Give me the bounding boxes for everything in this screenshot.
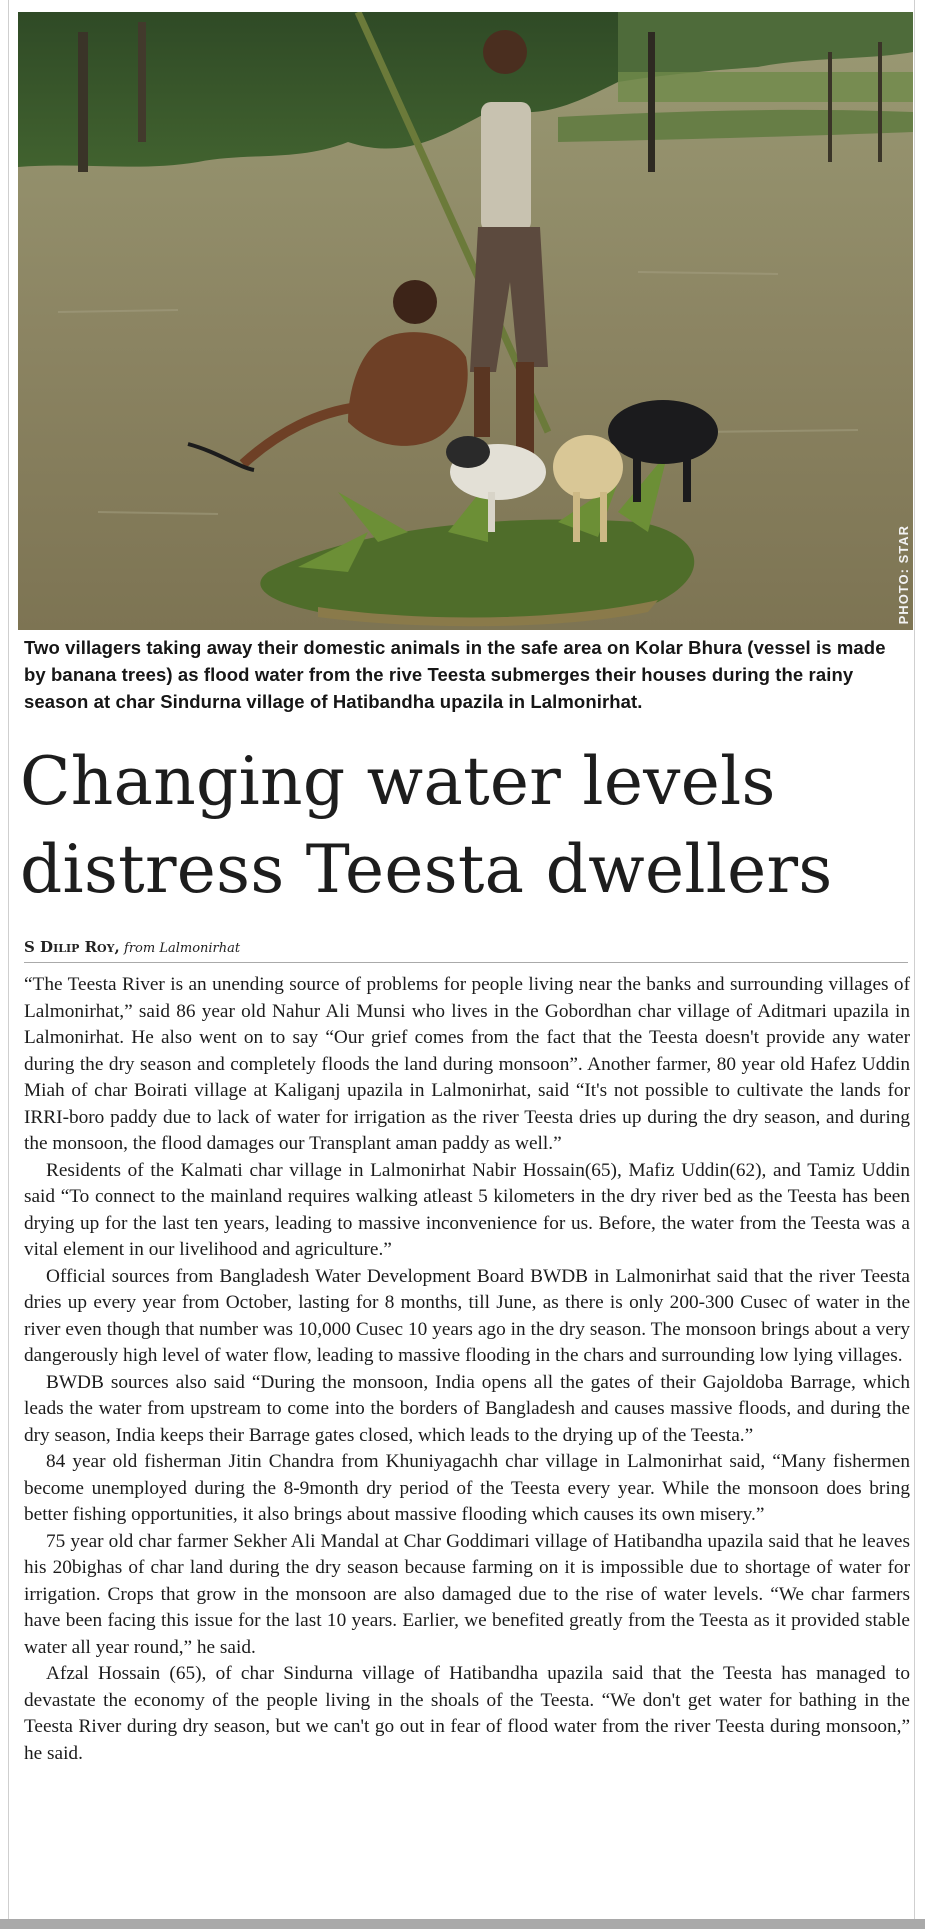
article-paragraph: Official sources from Bangladesh Water Development Board BWDB in Lalmonirhat said that the river Teesta dries up every year from October, lasting for 8 months, till June, as there is only 200-300 Cusec of water in the river even though that number was 10,000 Cusec 10 years ago in the dry season. The monsoon brings about a very dangerously high level of water flow, leading to massive flooding in the chars and surrounding low lying villages. <box>24 1265 910 1366</box>
byline <box>24 938 240 956</box>
headline <box>20 738 910 914</box>
photo-caption: Two villagers taking away their domestic animals in the safe area on Kolar Bhura (vessel is made by banana trees) as flood water from the rive Teesta submerges their houses during the rainy season at char Sindurna village of Hatibandha upazila in Lalmonirhat. <box>24 637 886 712</box>
article-paragraph: Afzal Hossain (65), of char Sindurna village of Hatibandha upazila said that the Teesta has managed to devastate the economy of the people living in the shoals of the Teesta. “We don't get water for bathing in the Teesta River during dry season, but we can't go out in fear of flood water from the river Teesta during monsoon,” he said. <box>24 1663 910 1764</box>
headline-line-2: distress Teesta dwellers <box>20 831 833 908</box>
article-paragraph: 75 year old char farmer Sekher Ali Mandal at Char Goddimari village of Hatibandha upazila said that he leaves his 20bighas of char land during the dry season because farming on it is impossible due to shortage of water for irrigation. Crops that grow in the monsoon are also damaged due to the rise of water levels. “We char farmers have been facing this issue for the last 10 years. Earlier, we benefited greatly from the Teesta as it provided stable water all year round,” he said. <box>24 1530 910 1658</box>
article-paragraph: 84 year old fisherman Jitin Chandra from Khuniyagachh char village in Lalmonirhat said, “Many fishermen become unemployed during the 8-9month dry period of the Teesta every year. While the monsoon does bring better fishing opportunities, it also brings about massive flooding which causes its own misery.” <box>24 1451 910 1525</box>
article-paragraph: BWDB sources also said “During the monsoon, India opens all the gates of their Gajoldoba Barrage, which leads the water from upstream to come into the borders of Bangladesh and causes massive floods, and during the dry season, India keeps their Barrage gates closed, which leads to the drying up of the Teesta.” <box>24 1371 910 1446</box>
article-paragraph: Residents of the Kalmati char village in Lalmonirhat Nabir Hossain(65), Mafiz Uddin(62), and Tamiz Uddin said “To connect to the mainland requires walking atleast 5 kilometers in the dry river bed as the Teesta has been drying up for the last ten years, leading to massive inconvenience for us. Before, the water from the Teesta was a vital element in our livelihood and agriculture.” <box>24 1159 910 1260</box>
headline-line-1: Changing water levels <box>20 743 776 820</box>
byline-author: S Dilip Roy, <box>24 938 120 956</box>
byline-divider <box>24 962 908 963</box>
bottom-border <box>0 1919 925 1929</box>
news-photo <box>18 12 913 630</box>
article-body <box>24 972 910 1767</box>
photo-credit: PHOTO: STAR <box>896 524 911 624</box>
byline-location: from Lalmonirhat <box>124 941 241 956</box>
article-paragraph: “The Teesta River is an unending source of problems for people living near the banks and surrounding villages of Lalmonirhat,” said 86 year old Nahur Ali Munsi who lives in the Gobordhan char village of Aditmari upazila in Lalmonirhat. He also went on to say “Our grief comes from the fact that the Teesta doesn't provide any water during the dry season and completely floods the land during monsoon”. Another farmer, 80 year old Hafez Uddin Miah of char Boirati village at Kaliganj upazila in Lalmonirhat, said “It's not possible to cultivate the lands for IRRI-boro paddy due to lack of water for irrigation as the river Teesta dries up during the dry season, and during the monsoon, the flood damages our Transplant aman paddy as well.” <box>24 974 910 1154</box>
flood-scene-illustration <box>18 12 913 630</box>
